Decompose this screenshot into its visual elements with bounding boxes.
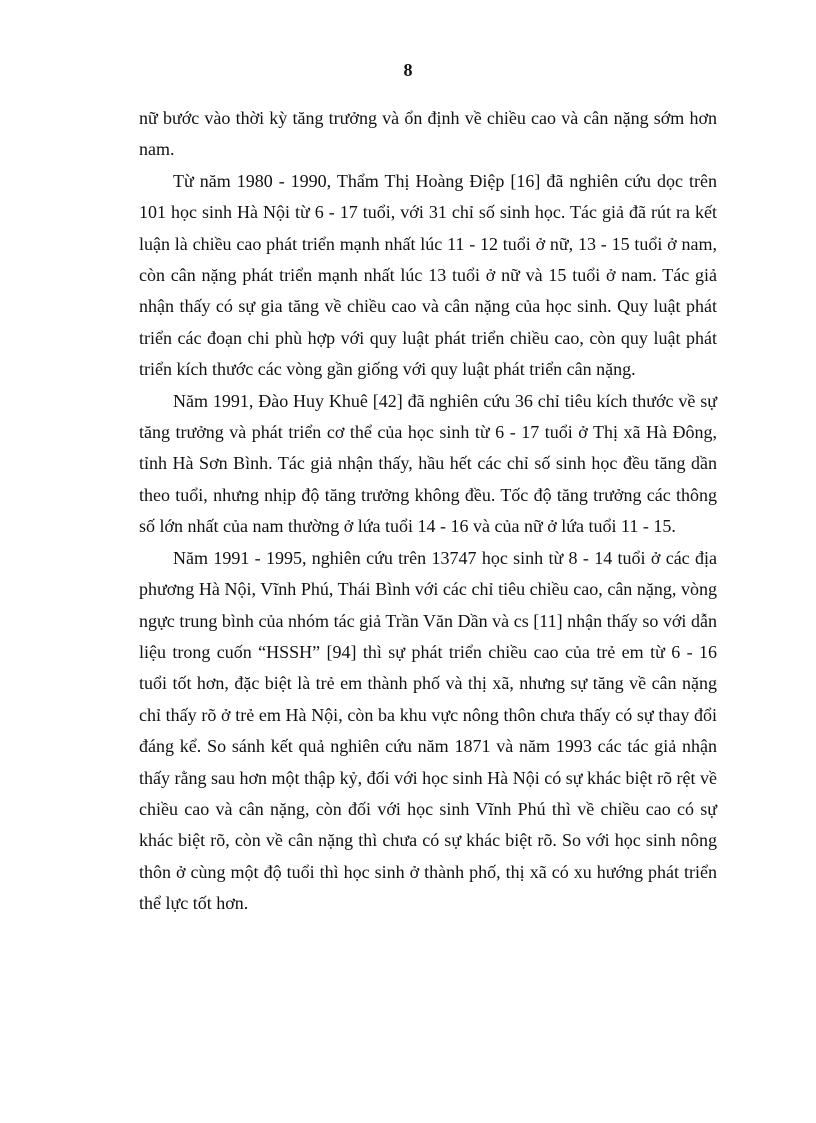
paragraph-dao-huy-khue: Năm 1991, Đào Huy Khuê [42] đã nghiên cứu 36 chỉ tiêu kích thước về sự tăng trưởng và phát triển cơ thể của học sinh từ 6 - 17 tuổi ở Thị xã Hà Đông, tỉnh Hà Sơn Bình. Tác giả nhận thấy, hầu hết các chỉ số sinh học đều tăng dần theo tuổi, nhưng nhịp độ tăng trưởng không đều. Tốc độ tăng trưởng các thông số lớn nhất của nam thường ở lứa tuổi 14 - 16 và của nữ ở lứa tuổi 11 - 15. [139, 390, 717, 537]
paragraph-tham-thi-hoang-diep: Từ năm 1980 - 1990, Thẩm Thị Hoàng Điệp [16] đã nghiên cứu dọc trên 101 học sinh Hà Nội từ 6 - 17 tuổi, với 31 chỉ số sinh học. Tác giả đã rút ra kết luận là chiều cao phát triển mạnh nhất lúc 11 - 12 tuổi ở nữ, 13 - 15 tuổi ở nam, còn cân nặng phát triển mạnh nhất lúc 13 tuổi ở nữ và 15 tuổi ở nam. Tác giả nhận thấy có sự gia tăng về chiều cao và cân nặng của học sinh. Quy luật phát triển các đoạn chi phù hợp với quy luật phát triển chiều cao, còn quy luật phát triển kích thước các vòng gần giống với quy luật phát triển cân nặng. [139, 170, 717, 380]
body-text [139, 103, 717, 920]
paragraph-continuation: nữ bước vào thời kỳ tăng trưởng và ổn định về chiều cao và cân nặng sớm hơn nam. [139, 108, 717, 160]
paragraph-tran-van-dan: Năm 1991 - 1995, nghiên cứu trên 13747 học sinh từ 8 - 14 tuổi ở các địa phương Hà Nội, Vĩnh Phú, Thái Bình với các chỉ tiêu chiều cao, cân nặng, vòng ngực trung bình của nhóm tác giả Trần Văn Dần và cs [11] nhận thấy so với dẫn liệu trong cuốn “HSSH” [94] thì sự phát triển chiều cao của trẻ em từ 6 - 16 tuổi tốt hơn, đặc biệt là trẻ em thành phố và thị xã, nhưng sự tăng về cân nặng chỉ thấy rõ ở trẻ em Hà Nội, còn ba khu vực nông thôn chưa thấy có sự thay đổi đáng kể. So sánh kết quả nghiên cứu năm 1871 và năm 1993 các tác giả nhận thấy rằng sau hơn một thập kỷ, đối với học sinh Hà Nội có sự khác biệt rõ rệt về chiều cao và cân nặng, còn đối với học sinh Vĩnh Phú thì về chiều cao có sự khác biệt rõ, còn về cân nặng thì chưa có sự khác biệt rõ. So với học sinh nông thôn ở cùng một độ tuổi thì học sinh ở thành phố, thị xã có xu hướng phát triển thể lực tốt hơn. [139, 547, 717, 914]
page-number: 8 [403, 60, 413, 80]
